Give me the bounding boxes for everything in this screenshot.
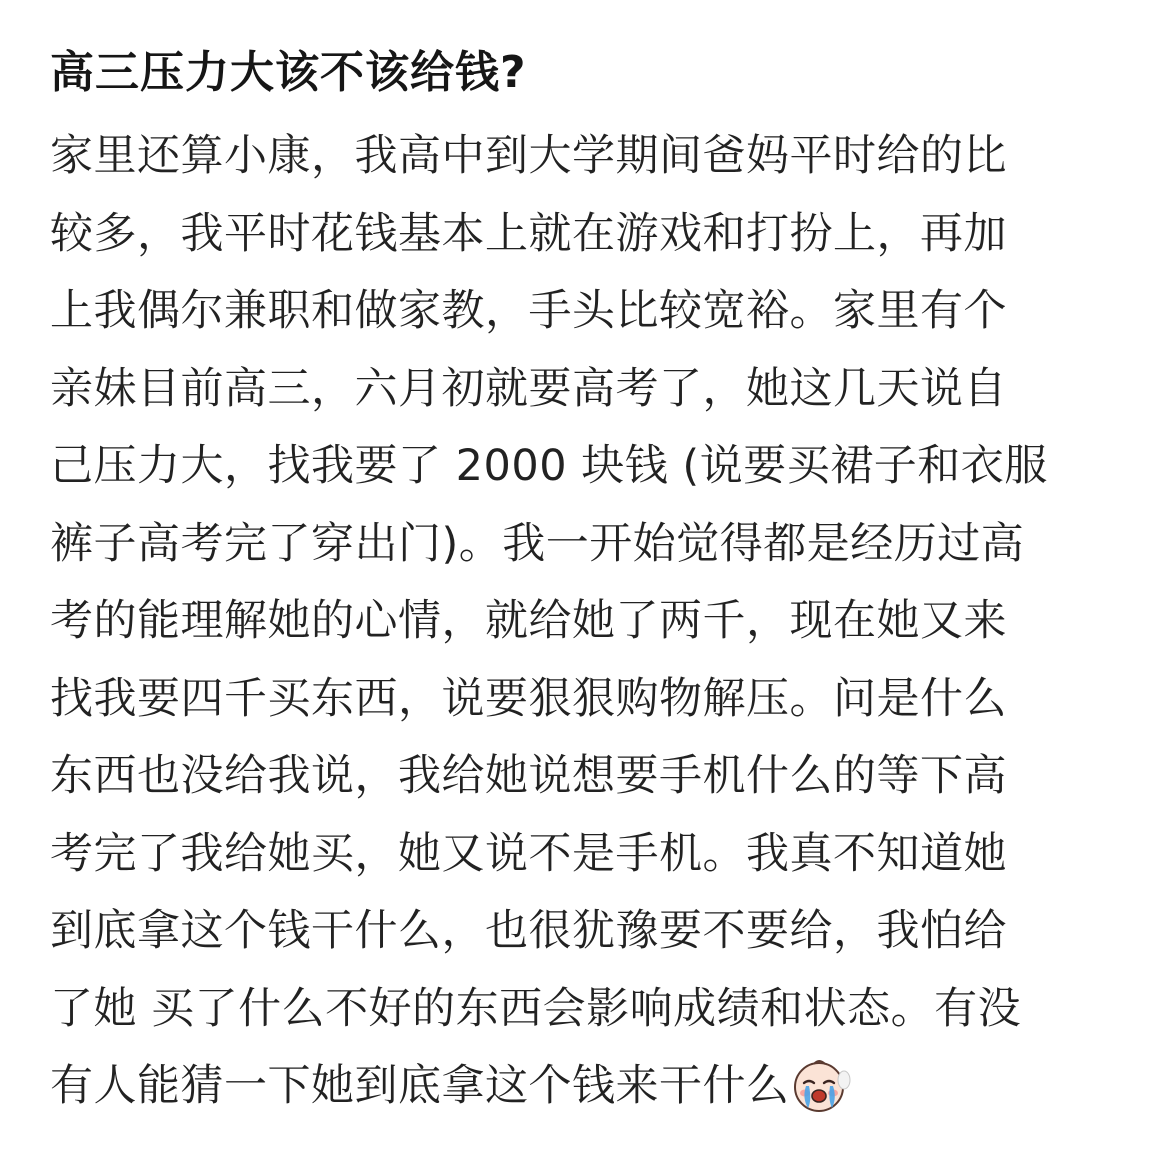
body-line: 己压力大，找我要了 2000 块钱 (说要买裙子和衣服 <box>50 441 1048 491</box>
body-line: 上我偶尔兼职和做家教，手头比较宽裕。家里有个 <box>50 286 1007 336</box>
body-line: 了她 买了什么不好的东西会影响成绩和状态。有没 <box>50 983 1022 1034</box>
body-line-last <box>50 1048 1118 1126</box>
body-line: 东西也没给我说，我给她说想要手机什么的等下高 <box>50 751 1007 801</box>
body-line-last-text: 有人能猜一下她到底拿这个钱来干什么 <box>50 1061 790 1111</box>
post-body <box>50 118 1118 1126</box>
body-line: 亲妹目前高三，六月初就要高考了，她这几天说自 <box>50 363 1007 414</box>
body-line: 较多，我平时花钱基本上就在游戏和打扮上，再加 <box>50 208 1007 259</box>
body-line: 找我要四千买东西，说要狠狠购物解压。问是什么 <box>50 673 1007 724</box>
body-line: 考完了我给她买，她又说不是手机。我真不知道她 <box>50 828 1007 879</box>
body-line: 家里还算小康，我高中到大学期间爸妈平时给的比 <box>50 131 1007 181</box>
crying-face-emoji-icon <box>792 1056 854 1114</box>
post-title: 高三压力大该不该给钱? <box>50 47 527 98</box>
body-line: 裤子高考完了穿出门)。我一开始觉得都是经历过高 <box>50 518 1025 569</box>
body-line: 到底拿这个钱干什么，也很犹豫要不要给，我怕给 <box>50 906 1007 956</box>
body-line: 考的能理解她的心情，就给她了两千，现在她又来 <box>50 596 1007 646</box>
